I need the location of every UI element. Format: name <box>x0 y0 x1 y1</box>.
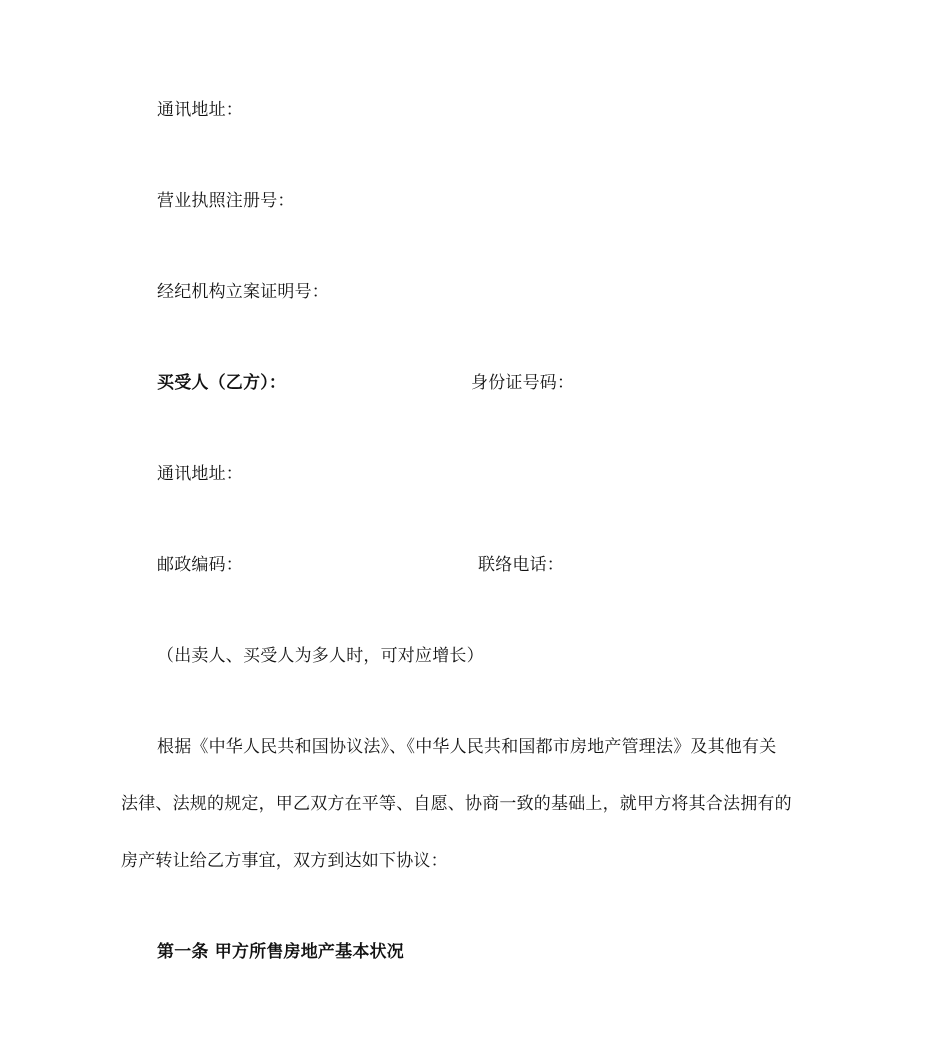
buyer-title: 买受人（乙方）： <box>157 373 287 393</box>
buyer-phone-label: 联络电话： <box>478 555 564 575</box>
agency-filing-label: 经纪机构立案证明号： <box>157 282 329 302</box>
preamble-line-3: 房产转让给乙方事宜，双方到达如下协议： <box>121 851 448 871</box>
article-1-heading: 第一条 甲方所售房地产基本状况 <box>157 942 404 962</box>
buyer-address-label: 通讯地址： <box>157 464 243 484</box>
business-license-label: 营业执照注册号： <box>157 191 295 211</box>
buyer-id-label: 身份证号码： <box>471 373 575 393</box>
preamble-line-1: 根据《中华人民共和国协议法》、《中华人民共和国都市房地产管理法》及其他有关 <box>157 737 777 757</box>
multi-party-note: （出卖人、买受人为多人时，可对应增长） <box>157 646 484 666</box>
seller-address-label: 通讯地址： <box>157 100 243 120</box>
preamble-line-2: 法律、法规的规定，甲乙双方在平等、自愿、协商一致的基础上，就甲方将其合法拥有的 <box>121 794 792 814</box>
buyer-postal-label: 邮政编码： <box>157 555 243 575</box>
